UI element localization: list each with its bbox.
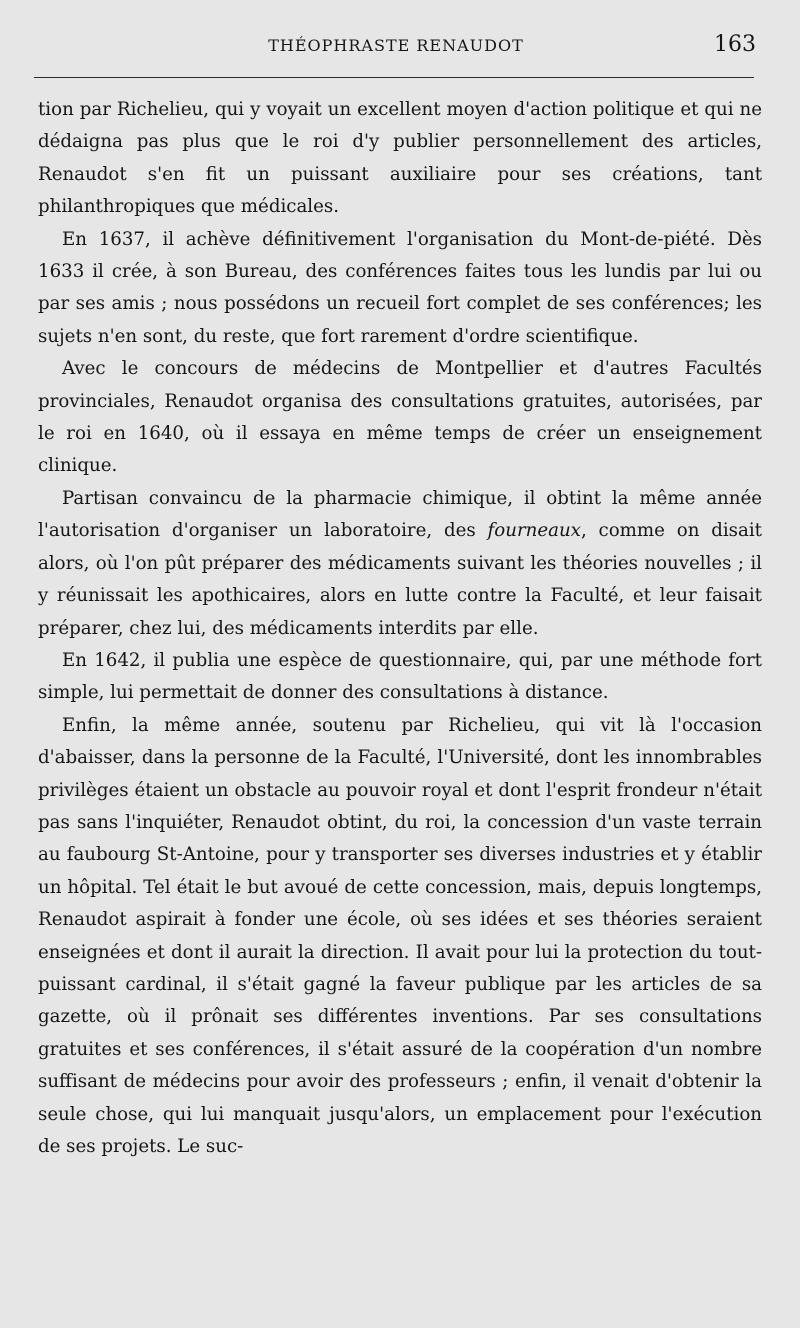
body-text: [38, 94, 762, 1163]
paragraph-mont-de-piete: En 1637, il achève définitivement l'organisation du Mont-de-piété. Dès 1633 il crée, à son Bureau, des conférences faites tous les lundis par lui ou par ses amis ; nous possédons un recueil fort complet de ses conférences; les sujets n'en sont, du reste, que fort rarement d'ordre scientifique.: [38, 228, 762, 347]
paragraph-enfin: Enfin, la même année, soutenu par Richelieu, qui vit là l'occasion d'abaisser, dans la personne de la Faculté, l'Université, dont les innombrables privilèges étaient un obstacle au pouvoir royal et dont l'esprit frondeur n'était pas sans l'inquiéter, Renaudot obtint, du roi, la concession d'un vaste terrain au faubourg St-Antoine, pour y transporter ses diverses industries et y établir un hôpital. Tel était le but avoué de cette concession, mais, depuis longtemps, Renaudot aspirait à fonder une école, où ses idées et ses théories seraient enseignées et dont il aurait la direction. Il avait pour lui la protection du tout-puissant cardinal, il s'était gagné la faveur publique par les articles de sa gazette, où il prônait ses différentes inventions. Par ses consultations gratuites et ses conférences, il s'était assuré de la coopération d'un nombre suffisant de médecins pour avoir des professeurs ; enfin, il venait d'obtenir la seule chose, qui lui manquait jusqu'alors, un emplacement pour l'exécution de ses projets. Le suc-: [38, 714, 762, 1157]
paragraph-pharmacie: [38, 483, 762, 645]
paragraph-consultations: Avec le concours de médecins de Montpellier et d'autres Facultés provinciales, Renaudot organisa des consultations gratuites, autorisées, par le roi en 1640, où il essaya en même temps de créer un enseignement clinique.: [38, 358, 762, 477]
paragraph-pharmacie-part1: Partisan convaincu de la pharmacie chimique, il obtint la même année l'autorisation d'organiser un laboratoire, des: [38, 487, 762, 542]
paragraph-questionnaire: En 1642, il publia une espèce de questionnaire, qui, par une méthode fort simple, lui permettait de donner des consultations à distance.: [38, 649, 762, 704]
paragraph-pharmacie-part2: , comme on disait alors, où l'on pût préparer des médicaments suivant les théories nouvelles ; il y réunissait les apothicaires, alors en lutte contre la Faculté, et leur faisait préparer, chez lui, des médicaments interdits par elle.: [38, 520, 762, 639]
header-rule: [34, 77, 754, 78]
paragraph-continued: tion par Richelieu, qui y voyait un excellent moyen d'action politique et qui ne dédaigna pas plus que le roi d'y publier personnellement des articles, Renaudot s'en fit un puissant auxiliaire pour ses créations, tant philanthropiques que médicales.: [38, 99, 762, 218]
running-title: THÉOPHRASTE RENAUDOT: [268, 36, 524, 55]
page-number: 163: [714, 32, 756, 57]
running-head: [36, 34, 756, 64]
italic-term: fourneaux: [487, 520, 581, 542]
